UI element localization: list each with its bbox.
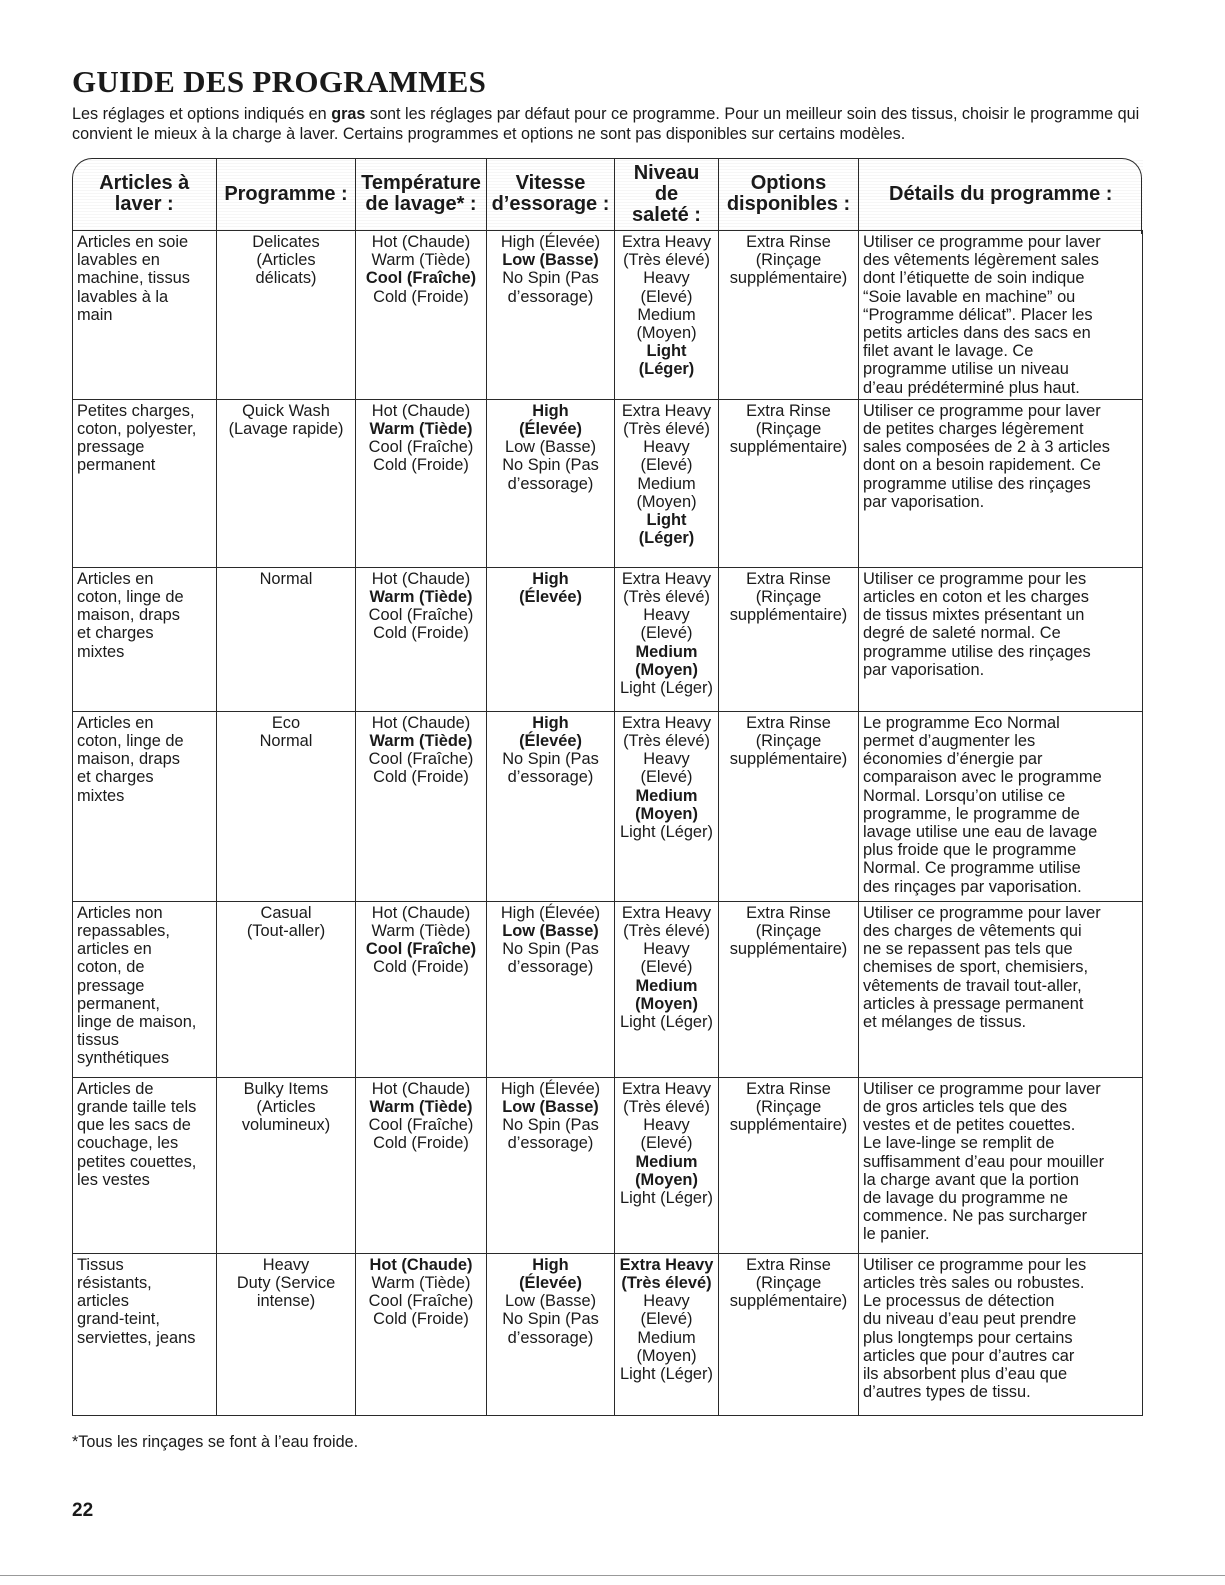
cell-details: Utiliser ce programme pour laver de petites charges légèrement sales composées de 2 à 3 articles dont on a besoin rapidement. Ce programme utilise des rinçages par vaporisation. <box>859 399 1143 567</box>
cell-niveau-line: Light (Léger) <box>620 1189 713 1208</box>
cell-vitesse-line: No Spin (Pas <box>502 750 599 769</box>
cell-niveau-line: (Moyen) <box>635 804 698 823</box>
cell-niveau-line: (Léger) <box>638 529 695 548</box>
cell-vitesse-line: High (Élevée) <box>500 233 601 251</box>
cell-vitesse-line: Low (Basse) <box>504 1292 597 1311</box>
cell-temperature-line: Hot (Chaude) <box>371 569 471 588</box>
table-header-row <box>73 158 1143 231</box>
cell-vitesse-line: High (Élevée) <box>500 903 601 922</box>
cell-niveau-line: (Moyen) <box>636 324 697 343</box>
cell-niveau-line: Heavy <box>643 1116 690 1135</box>
cell-vitesse-line: High <box>532 713 569 732</box>
cell-programme: Eco Normal <box>217 711 356 901</box>
cell-niveau <box>615 1253 719 1415</box>
header-articles: Articles à laver : <box>73 158 217 231</box>
cell-vitesse-line: (Élevée) <box>519 1274 582 1293</box>
table-row <box>73 399 1143 567</box>
cell-articles: Petites charges, coton, polyester, pressage permanent <box>73 399 217 567</box>
cell-niveau-line: Light (Léger) <box>620 1365 713 1384</box>
cell-temperature-line: Hot (Chaude) <box>369 1255 473 1274</box>
cell-articles: Articles non repassables, articles en coton, de pressage permanent, linge de maison, tissus synthétiques <box>73 901 217 1077</box>
cell-temperature-line: Cold (Froide) <box>373 768 469 787</box>
cell-niveau <box>615 711 719 901</box>
cell-niveau-line: (Moyen) <box>635 994 698 1013</box>
cell-niveau-line: (Très élevé) <box>623 588 710 607</box>
cell-niveau-line: Medium <box>637 305 696 324</box>
cell-niveau-line: (Moyen) <box>635 1170 698 1189</box>
cell-niveau-line: Light (Léger) <box>620 823 713 842</box>
cell-programme: Normal <box>217 567 356 711</box>
cell-temperature-line: Cool (Fraîche) <box>368 606 474 625</box>
cell-temperature <box>356 711 487 901</box>
cell-niveau-line: Medium <box>635 1152 698 1171</box>
cell-niveau-line: (Moyen) <box>635 660 698 679</box>
cell-options: Extra Rinse (Rinçage supplémentaire) <box>719 231 859 400</box>
cell-temperature-line: Cool (Fraîche) <box>365 269 477 288</box>
cell-niveau-line: (Elevé) <box>640 456 693 475</box>
cell-temperature-line: Warm (Tiède) <box>371 251 471 270</box>
cell-niveau <box>615 901 719 1077</box>
cell-niveau-line: (Très élevé) <box>623 1098 710 1117</box>
cell-vitesse <box>487 901 615 1077</box>
cell-niveau-line: (Très élevé) <box>623 251 710 270</box>
page-title: GUIDE DES PROGRAMMES <box>72 64 487 99</box>
page-number: 22 <box>72 1500 94 1521</box>
header-programme: Programme : <box>217 158 356 231</box>
table-row <box>73 231 1143 400</box>
cell-vitesse-line: Low (Basse) <box>502 251 599 270</box>
cell-vitesse-line: Low (Basse) <box>502 922 599 941</box>
cell-niveau-line: (Elevé) <box>640 287 693 306</box>
cell-vitesse-line: d’essorage) <box>507 1134 594 1153</box>
cell-details: Utiliser ce programme pour laver de gros articles tels que des vestes et de petites couettes. Le lave-linge se remplit de suffisamment d’eau pour mouiller la charge avant que la portion de lavage du programme ne commence. Ne pas surcharger le panier. <box>859 1077 1143 1253</box>
cell-temperature <box>356 1253 487 1415</box>
cell-niveau-line: Medium <box>637 474 696 493</box>
cell-niveau-line: (Très élevé) <box>623 420 710 439</box>
table-body <box>73 231 1143 1416</box>
cell-vitesse <box>487 231 615 400</box>
cell-niveau-line: Heavy <box>643 606 690 625</box>
cell-niveau <box>615 231 719 400</box>
cell-temperature-line: Hot (Chaude) <box>371 401 471 420</box>
cell-vitesse-line: No Spin (Pas <box>502 269 599 288</box>
cell-temperature-line: Cold (Froide) <box>373 1134 469 1153</box>
cell-niveau-line: Medium <box>637 1328 696 1347</box>
cell-temperature <box>356 567 487 711</box>
cell-vitesse-line: High <box>532 569 569 588</box>
cell-vitesse-line: High <box>532 401 569 420</box>
cell-niveau-line: Heavy <box>643 940 690 959</box>
cell-articles: Tissus résistants, articles grand-teint, serviettes, jeans <box>73 1253 217 1415</box>
cell-temperature-line: Warm (Tiède) <box>371 1274 471 1293</box>
cell-niveau-line: Extra Heavy <box>621 1079 712 1098</box>
cell-options: Extra Rinse (Rinçage supplémentaire) <box>719 1253 859 1415</box>
cell-temperature-line: Cool (Fraîche) <box>368 750 474 769</box>
table-row <box>73 567 1143 711</box>
header-niveau: Niveau de saleté : <box>615 158 719 231</box>
cell-temperature <box>356 399 487 567</box>
cell-articles: Articles en coton, linge de maison, draps et charges mixtes <box>73 567 217 711</box>
cell-temperature-line: Hot (Chaude) <box>371 1079 471 1098</box>
cell-vitesse <box>487 1077 615 1253</box>
cell-vitesse-line: No Spin (Pas <box>502 940 599 959</box>
cell-temperature-line: Cold (Froide) <box>373 958 469 977</box>
cell-vitesse <box>487 1253 615 1415</box>
table-row <box>73 901 1143 1077</box>
cell-temperature-line: Warm (Tiède) <box>369 732 473 751</box>
cell-niveau-line: Extra Heavy <box>621 569 712 588</box>
cell-niveau-line: (Moyen) <box>636 1346 697 1365</box>
cell-niveau-line: (Elevé) <box>640 1310 693 1329</box>
header-options: Options disponibles : <box>719 158 859 231</box>
cell-articles: Articles en soie lavables en machine, tissus lavables à la main <box>73 231 217 400</box>
cell-niveau-line: Extra Heavy <box>619 1255 714 1274</box>
cell-vitesse-line: High (Élevée) <box>500 1079 601 1098</box>
cell-vitesse-line: d’essorage) <box>507 958 594 977</box>
cell-vitesse-line: No Spin (Pas <box>502 456 599 475</box>
cell-niveau-line: Light <box>646 342 687 361</box>
cell-vitesse-line: No Spin (Pas <box>502 1116 599 1135</box>
cell-programme: Heavy Duty (Service intense) <box>217 1253 356 1415</box>
cell-vitesse-line: High <box>532 1255 569 1274</box>
cell-niveau-line: Extra Heavy <box>621 401 712 420</box>
table-row <box>73 711 1143 901</box>
cell-vitesse <box>487 399 615 567</box>
programs-table <box>72 158 1143 1416</box>
cell-niveau-line: (Elevé) <box>640 768 693 787</box>
bottom-rule <box>0 1575 1225 1576</box>
intro-text-before: Les réglages et options indiqués en <box>72 105 332 123</box>
cell-details: Utiliser ce programme pour laver des charges de vêtements qui ne se repassent pas tels que chemises de sport, chemisiers, vêtements de travail tout-aller, articles à pressage permanent et mélanges de tissus. <box>859 901 1143 1077</box>
footnote: *Tous les rinçages se font à l’eau froide. <box>72 1433 359 1451</box>
cell-vitesse-line: (Élevée) <box>519 732 582 751</box>
cell-vitesse-line: d’essorage) <box>507 768 594 787</box>
cell-niveau-line: (Très élevé) <box>623 732 710 751</box>
cell-niveau-line: Medium <box>635 976 698 995</box>
cell-vitesse-line: d’essorage) <box>507 1328 594 1347</box>
cell-niveau-line: Light (Léger) <box>620 679 713 698</box>
cell-vitesse-line: d’essorage) <box>507 474 594 493</box>
cell-programme: Bulky Items (Articles volumineux) <box>217 1077 356 1253</box>
cell-vitesse-line: d’essorage) <box>507 287 594 306</box>
cell-vitesse-line: No Spin (Pas <box>502 1310 599 1329</box>
cell-vitesse <box>487 567 615 711</box>
cell-niveau-line: (Très élevé) <box>623 922 710 941</box>
intro-paragraph <box>72 104 1152 144</box>
cell-niveau-line: Extra Heavy <box>621 233 712 251</box>
cell-temperature <box>356 1077 487 1253</box>
cell-articles: Articles en coton, linge de maison, draps et charges mixtes <box>73 711 217 901</box>
cell-options: Extra Rinse (Rinçage supplémentaire) <box>719 901 859 1077</box>
cell-temperature-line: Warm (Tiède) <box>369 420 473 439</box>
cell-niveau-line: Medium <box>635 642 698 661</box>
cell-temperature-line: Hot (Chaude) <box>371 903 471 922</box>
cell-details: Utiliser ce programme pour les articles en coton et les charges de tissus mixtes présentant un degré de saleté normal. Ce programme utilise des rinçages par vaporisation. <box>859 567 1143 711</box>
cell-niveau <box>615 567 719 711</box>
cell-vitesse-line: Low (Basse) <box>504 438 597 457</box>
intro-text-after: sont les réglages par défaut pour ce programme. Pour un meilleur soin des tissus, choisir le programme qui convient le mieux à la charge à laver. Certains programmes et options ne sont pas disponibles sur certains modèles. <box>72 105 1140 143</box>
cell-options: Extra Rinse (Rinçage supplémentaire) <box>719 711 859 901</box>
cell-niveau-line: (Léger) <box>638 360 695 379</box>
cell-temperature-line: Warm (Tiède) <box>369 588 473 607</box>
cell-niveau-line: Light (Léger) <box>620 1013 713 1032</box>
cell-niveau-line: Extra Heavy <box>621 903 712 922</box>
cell-temperature <box>356 231 487 400</box>
cell-temperature-line: Hot (Chaude) <box>371 233 471 251</box>
cell-vitesse-line: (Élevée) <box>519 588 582 607</box>
cell-temperature-line: Hot (Chaude) <box>371 713 471 732</box>
cell-niveau-line: (Elevé) <box>640 1134 693 1153</box>
cell-niveau-line: (Elevé) <box>640 958 693 977</box>
cell-temperature-line: Cold (Froide) <box>373 624 469 643</box>
cell-temperature-line: Cool (Fraîche) <box>365 940 477 959</box>
cell-temperature <box>356 901 487 1077</box>
cell-temperature-line: Cool (Fraîche) <box>368 1292 474 1311</box>
cell-niveau-line: Heavy <box>643 750 690 769</box>
cell-niveau <box>615 399 719 567</box>
cell-programme: Delicates (Articles délicats) <box>217 231 356 400</box>
cell-temperature-line: Cool (Fraîche) <box>368 438 474 457</box>
header-vitesse: Vitesse d’essorage : <box>487 158 615 231</box>
cell-niveau-line: Light <box>646 511 687 530</box>
cell-programme: Quick Wash (Lavage rapide) <box>217 399 356 567</box>
cell-niveau-line: (Moyen) <box>636 492 697 511</box>
header-details: Détails du programme : <box>859 158 1143 231</box>
cell-niveau <box>615 1077 719 1253</box>
cell-niveau-line: Medium <box>635 786 698 805</box>
cell-details: Utiliser ce programme pour laver des vêtements légèrement sales dont l’étiquette de soin indique “Soie lavable en machine” ou “Programme délicat”. Placer les petits articles dans des sacs en filet avant le lavage. Ce programme utilise un niveau d’eau prédéterminé plus haut. <box>859 231 1143 400</box>
cell-niveau-line: Heavy <box>643 269 690 288</box>
header-temperature: Température de lavage* : <box>356 158 487 231</box>
intro-bold-word: gras <box>331 105 366 123</box>
cell-niveau-line: Heavy <box>643 1292 690 1311</box>
cell-vitesse-line: (Élevée) <box>519 420 582 439</box>
cell-articles: Articles de grande taille tels que les sacs de couchage, les petites couettes, les vestes <box>73 1077 217 1253</box>
cell-temperature-line: Cool (Fraîche) <box>368 1116 474 1135</box>
cell-vitesse <box>487 711 615 901</box>
cell-niveau-line: Extra Heavy <box>621 713 712 732</box>
cell-options: Extra Rinse (Rinçage supplémentaire) <box>719 1077 859 1253</box>
cell-temperature-line: Warm (Tiède) <box>369 1098 473 1117</box>
cell-programme: Casual (Tout-aller) <box>217 901 356 1077</box>
cell-options: Extra Rinse (Rinçage supplémentaire) <box>719 567 859 711</box>
cell-niveau-line: Heavy <box>643 438 690 457</box>
table-row <box>73 1077 1143 1253</box>
cell-details: Le programme Eco Normal permet d’augmenter les économies d’énergie par comparaison avec le programme Normal. Lorsqu’on utilise ce programme, le programme de lavage utilise une eau de lavage plus froide que le programme Normal. Ce programme utilise des rinçages par vaporisation. <box>859 711 1143 901</box>
cell-details: Utiliser ce programme pour les articles très sales ou robustes. Le processus de détection du niveau d’eau peut prendre plus longtemps pour certains articles que pour d’autres car ils absorbent plus d’eau que d’autres types de tissu. <box>859 1253 1143 1415</box>
cell-temperature-line: Cold (Froide) <box>373 456 469 475</box>
cell-niveau-line: (Très élevé) <box>621 1274 712 1293</box>
cell-vitesse-line: Low (Basse) <box>502 1098 599 1117</box>
cell-niveau-line: (Elevé) <box>640 624 693 643</box>
table-row <box>73 1253 1143 1415</box>
cell-temperature-line: Cold (Froide) <box>373 1310 469 1329</box>
cell-temperature-line: Warm (Tiède) <box>371 922 471 941</box>
cell-temperature-line: Cold (Froide) <box>373 287 469 306</box>
cell-options: Extra Rinse (Rinçage supplémentaire) <box>719 399 859 567</box>
